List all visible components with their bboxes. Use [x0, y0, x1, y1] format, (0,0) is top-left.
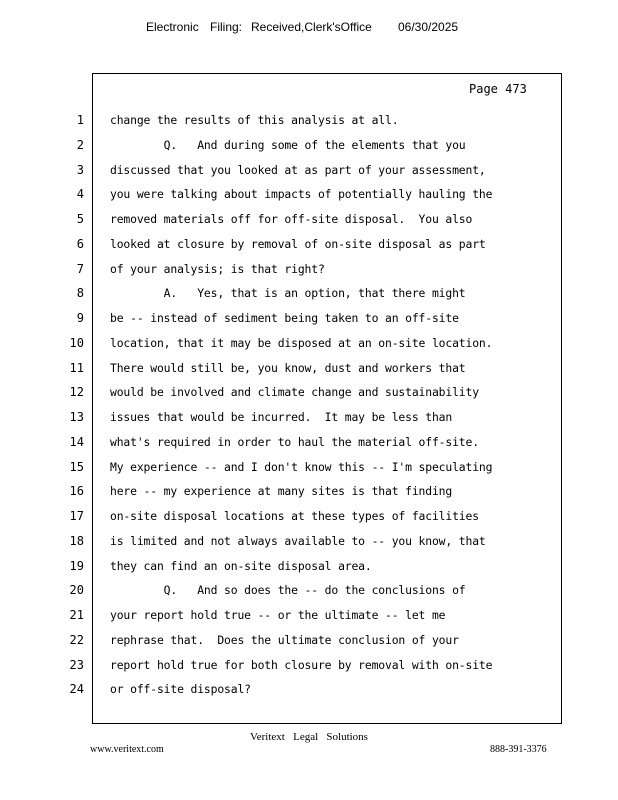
filing-label: Filing: [210, 20, 243, 34]
transcript-line: My experience -- and I don't know this -- I'm speculating [110, 459, 493, 474]
transcript-text [110, 108, 555, 702]
transcript-line: removed materials off for off-site disposal. You also [110, 212, 473, 226]
line-number: 13 [69, 410, 84, 424]
transcript-line: rephrase that. Does the ultimate conclusion of your [110, 632, 459, 647]
line-number: 1 [76, 113, 84, 127]
transcript-line: they can find an on-site disposal area. [110, 558, 372, 573]
transcript-line: report hold true for both closure by removal with on-site [110, 657, 493, 672]
line-number: 19 [69, 558, 84, 573]
line-number: 23 [69, 657, 84, 672]
transcript-line: be -- instead of sediment being taken to an off-site [110, 311, 459, 325]
transcript-line: Q. And during some of the elements that you [110, 137, 466, 152]
line-number: 6 [76, 236, 84, 251]
filing-electronic: Electronic [146, 20, 199, 34]
transcript-line: change the results of this analysis at all. [110, 113, 399, 127]
line-number-column [54, 108, 84, 702]
line-number: 2 [76, 137, 84, 152]
line-number: 4 [76, 187, 84, 202]
line-number: 11 [69, 360, 84, 375]
transcript-line: is limited and not always available to -- you know, that [110, 533, 486, 548]
footer-phone: 888-391-3376 [490, 744, 547, 755]
line-number: 3 [76, 162, 84, 177]
filing-date: 06/30/2025 [398, 20, 459, 34]
line-number: 5 [76, 212, 84, 226]
line-number: 14 [69, 434, 84, 449]
transcript-line: or off-site disposal? [110, 682, 251, 697]
line-number: 9 [76, 311, 84, 325]
line-number: 18 [69, 533, 84, 548]
line-number: 21 [69, 608, 84, 622]
transcript-line: A. Yes, that is an option, that there might [110, 286, 466, 301]
footer-company [0, 731, 618, 743]
line-number: 15 [69, 459, 84, 474]
line-number: 20 [69, 583, 84, 598]
transcript-line: of your analysis; is that right? [110, 261, 325, 276]
transcript-line: location, that it may be disposed at an on-site location. [110, 335, 493, 350]
footer-website: www.veritext.com [90, 744, 164, 755]
transcript-line: what's required in order to haul the material off-site. [110, 434, 479, 449]
transcript-line: looked at closure by removal of on-site disposal as part [110, 236, 486, 251]
transcript-line: would be involved and climate change and sustainability [110, 385, 479, 400]
line-number: 24 [69, 682, 84, 697]
line-number: 17 [69, 509, 84, 523]
line-number: 22 [69, 632, 84, 647]
transcript-line: you were talking about impacts of potentially hauling the [110, 187, 493, 202]
line-number: 7 [76, 261, 84, 276]
transcript-line: There would still be, you know, dust and workers that [110, 360, 466, 375]
transcript-line: Q. And so does the -- do the conclusions of [110, 583, 466, 598]
line-number: 16 [69, 484, 84, 499]
line-number: 10 [69, 335, 84, 350]
transcript-line: discussed that you looked at as part of your assessment, [110, 162, 486, 177]
line-number: 8 [76, 286, 84, 301]
line-number: 12 [69, 385, 84, 400]
transcript-line: your report hold true -- or the ultimate -- let me [110, 608, 446, 622]
page-number: Page 473 [469, 82, 527, 96]
transcript-line: issues that would be incurred. It may be less than [110, 410, 453, 424]
transcript-line: here -- my experience at many sites is that finding [110, 484, 453, 499]
filing-received: Received,Clerk'sOffice [251, 20, 372, 34]
footer-company-name: Veritext Legal Solutions [250, 731, 368, 743]
transcript-line: on-site disposal locations at these types of facilities [110, 509, 479, 523]
